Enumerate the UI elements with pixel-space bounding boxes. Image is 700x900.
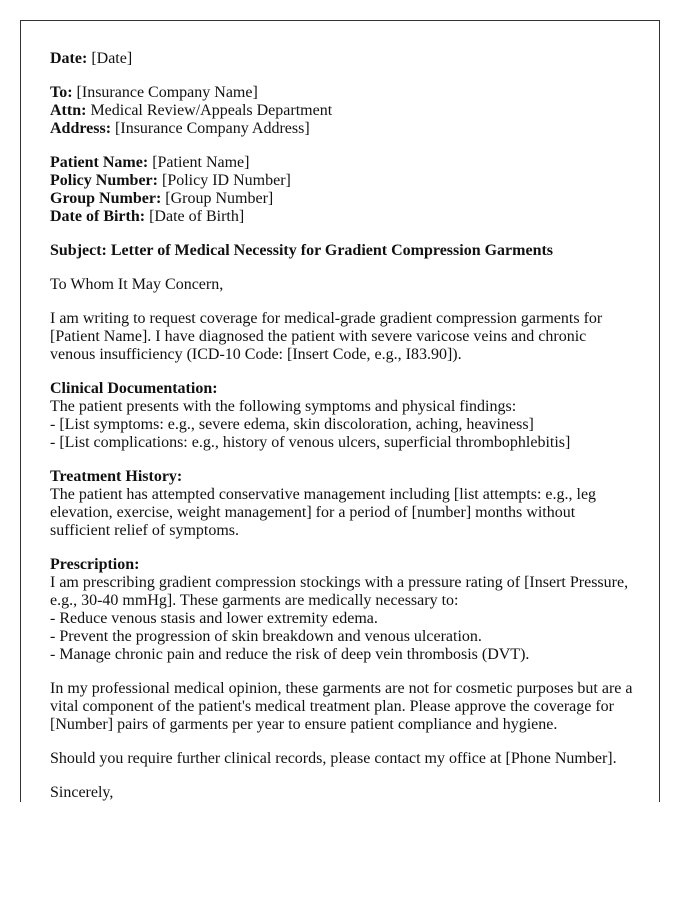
date-line: Date: [Date] bbox=[50, 50, 133, 67]
recipient-block bbox=[50, 84, 639, 138]
salutation: To Whom It May Concern, bbox=[50, 276, 224, 293]
text-line: I am prescribing gradient compression stockings with a pressure rating of [Insert Pressure, bbox=[50, 574, 629, 591]
treatment-section bbox=[50, 468, 639, 540]
list-item: - [List symptoms: e.g., severe edema, skin discoloration, aching, heaviness] bbox=[50, 416, 534, 433]
list-item: - Manage chronic pain and reduce the risk of deep vein thrombosis (DVT). bbox=[50, 646, 530, 663]
text-line: The patient has attempted conservative management including [list attempts: e.g., leg bbox=[50, 486, 597, 503]
text-line: I am writing to request coverage for medical-grade gradient compression garments for bbox=[50, 310, 603, 327]
patient-name-line: Patient Name: [Patient Name] bbox=[50, 154, 250, 171]
contact-paragraph: Should you require further clinical records, please contact my office at [Phone Number]. bbox=[50, 750, 617, 767]
dob-line: Date of Birth: [Date of Birth] bbox=[50, 208, 245, 225]
group-number-line: Group Number: [Group Number] bbox=[50, 190, 274, 207]
address-line: Address: [Insurance Company Address] bbox=[50, 120, 310, 137]
section-heading: Clinical Documentation: bbox=[50, 380, 218, 397]
prescription-section bbox=[50, 556, 639, 664]
closing: Sincerely, bbox=[50, 784, 114, 801]
policy-number-line: Policy Number: [Policy ID Number] bbox=[50, 172, 291, 189]
patient-block bbox=[50, 154, 639, 226]
clinical-section bbox=[50, 380, 639, 452]
text-line: sufficient relief of symptoms. bbox=[50, 522, 239, 539]
text-line: e.g., 30-40 mmHg]. These garments are medically necessary to: bbox=[50, 592, 459, 609]
list-item: - Prevent the progression of skin breakdown and venous ulceration. bbox=[50, 628, 482, 645]
text-line: elevation, exercise, weight management] for a period of [number] months without bbox=[50, 504, 576, 521]
opinion-paragraph bbox=[50, 680, 639, 734]
text-line: vital component of the patient's medical treatment plan. Please approve the coverage for bbox=[50, 698, 614, 715]
letter-page bbox=[20, 20, 660, 802]
subject-line: Subject: Letter of Medical Necessity for Gradient Compression Garments bbox=[50, 242, 554, 259]
text-line: In my professional medical opinion, these garments are not for cosmetic purposes but are a bbox=[50, 680, 633, 697]
text-line: The patient presents with the following symptoms and physical findings: bbox=[50, 398, 517, 415]
intro-paragraph bbox=[50, 310, 639, 364]
text-line: [Patient Name]. I have diagnosed the patient with severe varicose veins and chronic bbox=[50, 328, 587, 345]
text-line: [Number] pairs of garments per year to ensure patient compliance and hygiene. bbox=[50, 716, 558, 733]
list-item: - Reduce venous stasis and lower extremity edema. bbox=[50, 610, 378, 627]
section-heading: Prescription: bbox=[50, 556, 140, 573]
text-line: venous insufficiency (ICD-10 Code: [Insert Code, e.g., I83.90]). bbox=[50, 346, 462, 363]
list-item: - [List complications: e.g., history of venous ulcers, superficial thrombophlebitis] bbox=[50, 434, 571, 451]
to-line: To: [Insurance Company Name] bbox=[50, 84, 258, 101]
section-heading: Treatment History: bbox=[50, 468, 183, 485]
attn-line: Attn: Medical Review/Appeals Department bbox=[50, 102, 333, 119]
